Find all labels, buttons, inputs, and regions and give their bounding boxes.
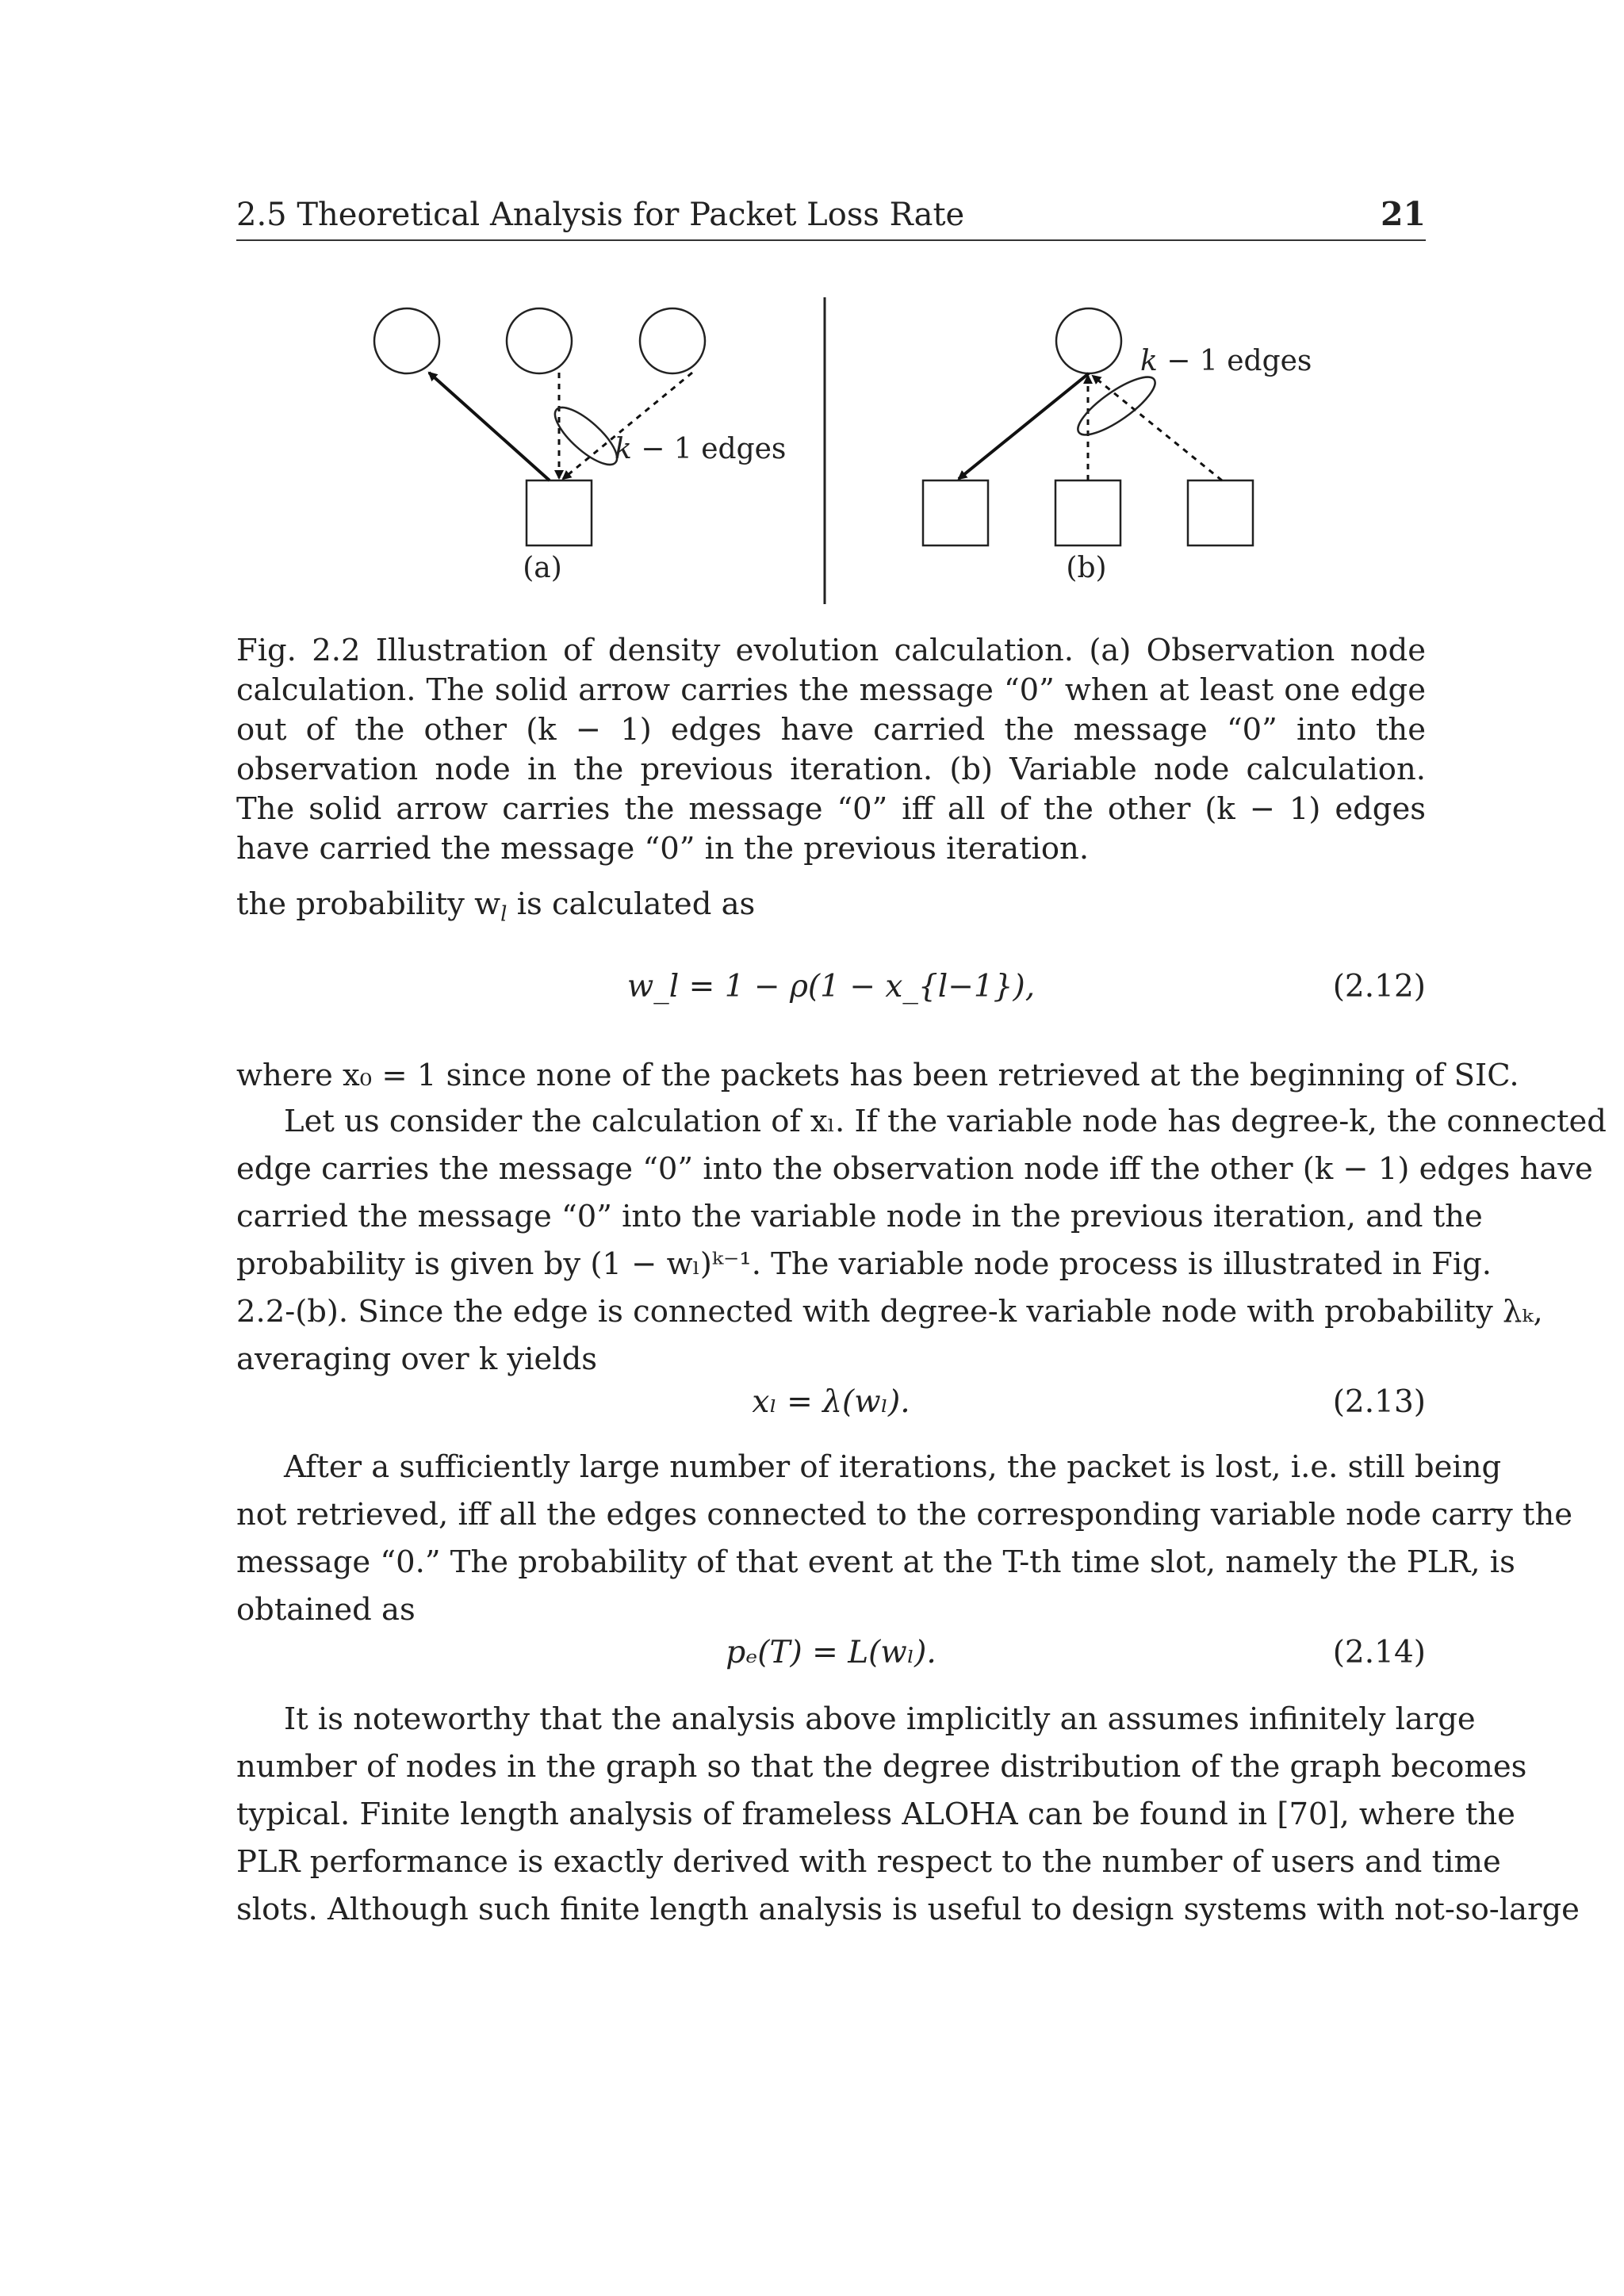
header-rule [236,239,1426,241]
paragraph-line: obtained as [236,1592,416,1628]
edge-label: k − 1 edges [615,433,787,465]
paragraph-line: averaging over k yields [236,1341,597,1377]
running-header: 2.5 Theoretical Analysis for Packet Loss Rate [236,197,965,233]
node-circle [374,308,439,373]
page-number: 21 [1380,195,1426,233]
equation-expression: xₗ = λ(wₗ). [752,1384,910,1420]
solid-arrow [429,373,550,480]
paragraph-line: PLR performance is exactly derived with respect to the number of users and time [236,1844,1501,1880]
panel-label-a: (a) [523,552,562,584]
paragraph-line: typical. Finite length analysis of frameless ALOHA can be found in [70], where the [236,1797,1515,1832]
paragraph-line: carried the message “0” into the variable node in the previous iteration, and the [236,1199,1483,1234]
equation-expression: w_l = 1 − ρ(1 − x_{l−1}), [626,969,1036,1004]
paragraph-line: edge carries the message “0” into the observation node iff the other (k − 1) edges have [236,1151,1593,1187]
paragraph-line: Let us consider the calculation of xₗ. If the variable node has degree-k, the connected [284,1104,1607,1139]
panel-label-b: (b) [1066,552,1107,584]
figure-2-2 [236,285,1426,618]
equation-2-12 [236,969,1426,1008]
node-circle [640,308,705,373]
paragraph-line: where x₀ = 1 since none of the packets has been retrieved at the beginning of SIC. [236,1058,1519,1093]
node-circle [1056,308,1121,373]
figure-caption: Fig. 2.2 Illustration of density evolution calculation. (a) Observation node calculation. The solid arrow carries the message “0” when at least one edge out of the other (k − 1) edges have carried the message “0” into the observation node in the previous iteration. (b) Variable node calculation. The solid arrow carries the message “0” iff all of the other (k − 1) edges have carried the message “0” in the previous iteration. [236,633,1426,867]
edge-group-ellipse [1071,368,1162,444]
equation-number: (2.13) [1332,1384,1426,1420]
panel-a [374,308,786,584]
node-square [1188,480,1253,545]
equation-expression: pₑ(T) = L(wₗ). [726,1635,936,1670]
node-square [923,480,988,545]
node-square [527,480,592,545]
paragraph-line: After a sufficiently large number of iterations, the packet is lost, i.e. still being [284,1449,1502,1485]
solid-arrow [959,373,1089,479]
equation-2-14 [236,1635,1426,1674]
node-circle [507,308,572,373]
paragraph-line: slots. Although such finite length analysis is useful to design systems with not-so-large [236,1892,1580,1927]
edge-label: k − 1 edges [1140,345,1312,377]
equation-number: (2.12) [1332,969,1426,1004]
paragraph-line: not retrieved, iff all the edges connected to the corresponding variable node carry the [236,1497,1573,1533]
equation-2-13 [236,1384,1426,1424]
panel-b [923,308,1312,584]
paragraph-line: 2.2-(b). Since the edge is connected with degree-k variable node with probability λₖ, [236,1294,1543,1330]
paragraph-line: the probability $w_l$ is calculated as [236,886,756,927]
paragraph-line: probability is given by (1 − wₗ)ᵏ⁻¹. The variable node process is illustrated in Fig. [236,1246,1492,1282]
paragraph-line: It is noteworthy that the analysis above implicitly an assumes infinitely large [284,1701,1476,1737]
paragraph-line: message “0.” The probability of that event at the T-th time slot, namely the PLR, is [236,1544,1515,1580]
node-square [1055,480,1120,545]
paragraph-line: number of nodes in the graph so that the degree distribution of the graph becomes [236,1749,1527,1785]
equation-number: (2.14) [1332,1635,1426,1670]
